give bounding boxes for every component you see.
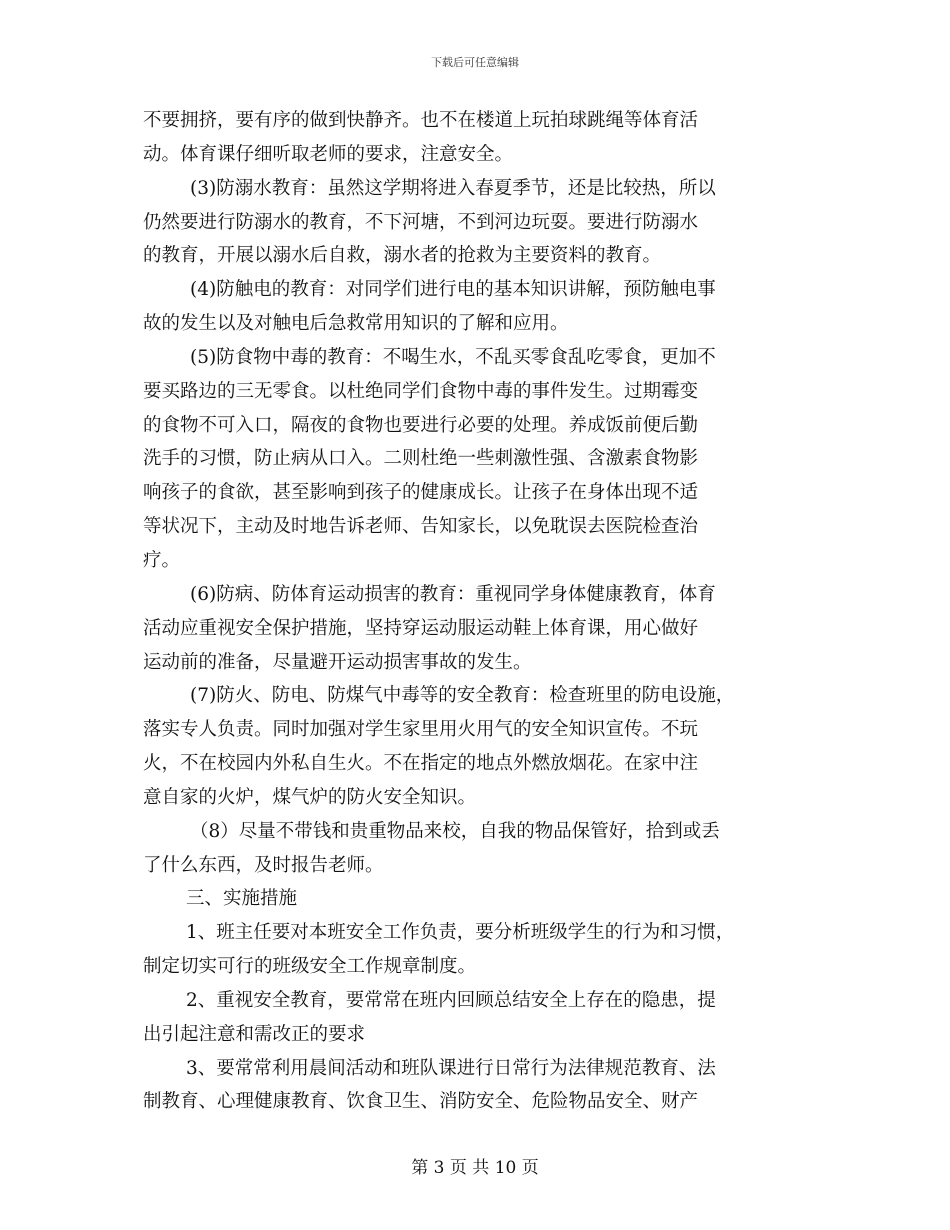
text-line: 出引起注意和需改正的要求 (143, 1023, 366, 1045)
text-line: 响孩子的食欲，甚至影响到孩子的健康成长。让孩子在身体出现不适 (143, 482, 699, 504)
page-footer: 第 3 页 共 10 页 (411, 1158, 539, 1178)
text-line: 2、重视安全教育，要常常在班内回顾总结安全上存在的隐患，提 (186, 989, 716, 1011)
page-header: 下载后可任意编辑 (431, 56, 519, 69)
text-line: 意自家的火炉，煤气炉的防火安全知识。 (143, 786, 477, 808)
text-line: 仍然要进行防溺水的教育，不下河塘，不到河边玩耍。要进行防溺水 (143, 211, 699, 233)
text-line: 火，不在校园内外私自生火。不在指定的地点外燃放烟花。在家中注 (143, 753, 699, 775)
text-line: (7)防火、防电、防煤气中毒等的安全教育：检查班里的防电设施， (190, 685, 735, 707)
text-line: 活动应重视安全保护措施，坚持穿运动服运动鞋上体育课，用心做好 (143, 617, 699, 639)
text-line: 不要拥挤，要有序的做到快静齐。也不在楼道上玩拍球跳绳等体育活 (143, 110, 699, 131)
text-line: (3)防溺水教育：虽然这学期将进入春夏季节，还是比较热，所以 (190, 177, 716, 199)
text-line: 了什么东西，及时报告老师。 (143, 854, 384, 876)
text-line: 的教育，开展以溺水后自救，溺水者的抢救为主要资料的教育。 (143, 245, 662, 267)
text-line: 要买路边的三无零食。以杜绝同学们食物中毒的事件发生。过期霉变 (143, 380, 699, 402)
body-text (143, 104, 823, 1119)
text-line: 3、要常常利用晨间活动和班队课进行日常行为法律规范教育、法 (186, 1057, 716, 1079)
text-line: (6)防病、防体育运动损害的教育：重视同学身体健康教育，体育 (190, 583, 716, 605)
text-line: 的食物不可入口，隔夜的食物也要进行必要的处理。养成饭前便后勤 (143, 414, 699, 436)
text-line: 等状况下，主动及时地告诉老师、告知家长，以免耽误去医院检查治 (143, 516, 699, 538)
text-line: 洗手的习惯，防止病从口入。二则杜绝一些刺激性强、含激素食物影 (143, 448, 699, 470)
text-line: (4)防触电的教育：对同学们进行电的基本知识讲解，预防触电事 (190, 279, 716, 301)
text-line: 动。体育课仔细听取老师的要求，注意安全。 (143, 143, 514, 165)
text-line: (5)防食物中毒的教育：不喝生水，不乱买零食乱吃零食，更加不 (190, 346, 716, 368)
text-line: 落实专人负责。同时加强对学生家里用火用气的安全知识宣传。不玩 (143, 719, 699, 741)
text-line: 制教育、心理健康教育、饮食卫生、消防安全、危险物品安全、财产 (143, 1091, 699, 1113)
text-line: 1、班主任要对本班安全工作负责，要分析班级学生的行为和习惯， (186, 922, 735, 944)
text-line: （8）尽量不带钱和贵重物品来校，自我的物品保管好，拾到或丢 (190, 820, 720, 842)
text-line: 故的发生以及对触电后急救常用知识的了解和应用。 (143, 313, 569, 335)
text-line: 运动前的准备，尽量避开运动损害事故的发生。 (143, 651, 532, 673)
text-line: 制定切实可行的班级安全工作规章制度。 (143, 956, 477, 978)
text-line: 疗。 (143, 549, 181, 571)
section-heading: 三、实施措施 (186, 888, 298, 910)
